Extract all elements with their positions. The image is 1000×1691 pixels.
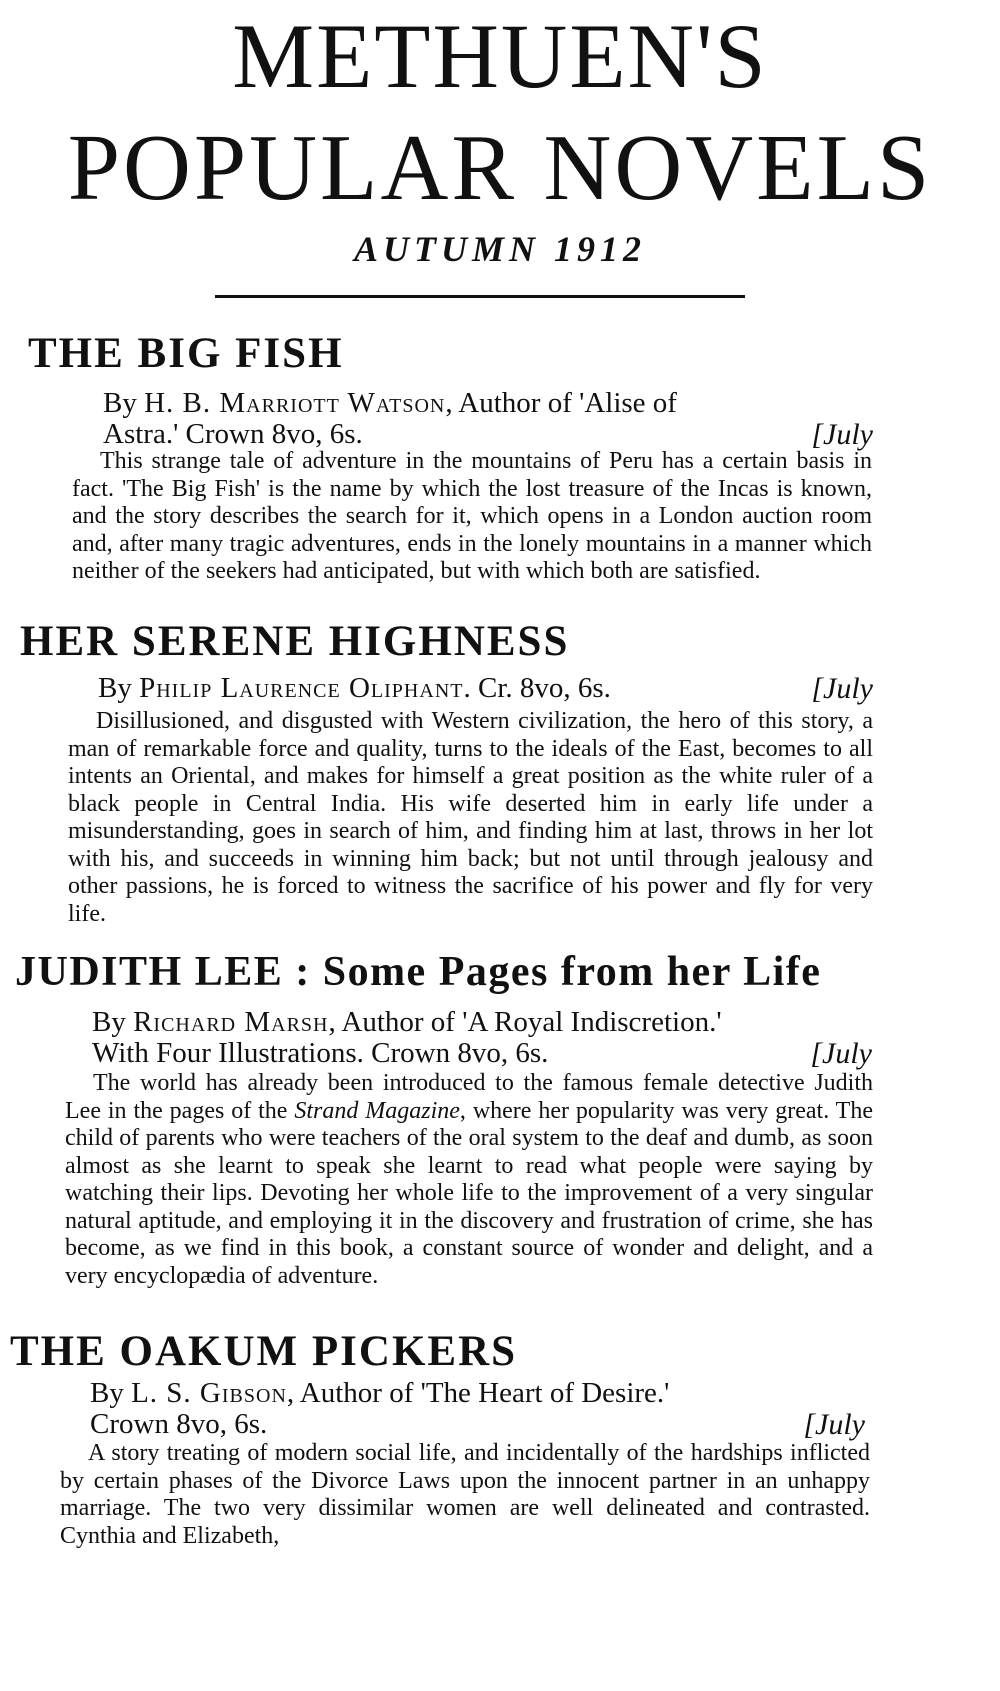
book-title: HER SERENE HIGHNESS [20, 618, 570, 665]
publication-month: [July [811, 672, 873, 705]
publisher-title: METHUEN'S [232, 5, 768, 107]
divider-rule [215, 295, 745, 298]
book-title: THE OAKUM PICKERS [10, 1328, 518, 1375]
byline-by: By [90, 1377, 124, 1409]
byline-format: With Four Illustrations. Crown 8vo, 6s. [92, 1037, 549, 1069]
author-name: L. S. Gibson [131, 1377, 287, 1409]
publication-month: [July [803, 1408, 865, 1441]
author-name: H. B. Marriott Watson [144, 387, 446, 419]
magazine-title: Strand Magazine [294, 1097, 460, 1124]
byline-by: By [103, 387, 137, 419]
byline-rest: , Author of 'A Royal Indiscretion.' [328, 1006, 722, 1038]
description-text: The world has already been introduced to the famous female detective Judith Lee in the pages of the [65, 1070, 873, 1124]
publication-month: [July [811, 418, 873, 451]
book-description: This strange tale of adventure in the mountains of Peru has a certain basis in fact. 'The Big Fish' is the name by which the lost treasure of the Incas is known, and the story describes the search for it, which opens in a London auction room and, after many tragic adventures, ends in the lonely mountains in a manner which neither of the seekers had anticipated, but with which both are satisfied. [72, 448, 872, 584]
publication-month: [July [810, 1037, 872, 1070]
author-name: Richard Marsh [133, 1006, 329, 1038]
byline-format: Astra.' Crown 8vo, 6s. [103, 418, 363, 450]
book-byline [92, 1007, 872, 1069]
byline-rest: . Cr. 8vo, 6s. [463, 672, 611, 704]
book-description: Disillusioned, and disgusted with Western civilization, the hero of this story, a man of remarkable force and quality, turns to the ideals of the East, becomes to all intents an Oriental, and makes for himself a great position as the white ruler of a black people in Central India. His wife deserted him in early life under a misunderstanding, goes in search of him, and finding him at last, throws in her lot with his, and succeeds in winning him back; but not until through jealousy and other passions, he is forced to witness the sacrifice of his power and fly for very life. [68, 708, 873, 927]
catalogue-title: POPULAR NOVELS [67, 116, 933, 220]
book-title: THE BIG FISH [28, 330, 344, 377]
description-text: , where her popularity was very great. The child of parents who were teachers of the oral system to the deaf and dumb, as soon almost as she learnt to speak she learnt to read what people were saying by watching their lips. Devoting her whole life to the improvement of a very singular natural aptitude, and employing it in the discovery and frustration of crime, she has become, as we find in this book, a constant source of wonder and delight, and a very encyclopædia of adventure. [65, 1097, 873, 1289]
byline-rest: , Author of 'The Heart of Desire.' [286, 1377, 670, 1409]
book-byline [103, 388, 873, 450]
book-description [65, 1070, 873, 1290]
byline-rest: , Author of 'Alise of [445, 387, 677, 419]
season-label: AUTUMN 1912 [353, 229, 646, 269]
book-byline [90, 1378, 865, 1440]
byline-by: By [92, 1006, 126, 1038]
book-byline [98, 673, 873, 704]
author-name: Philip Laurence Oliphant [139, 672, 464, 704]
book-title: JUDITH LEE : Some Pages from her Life [15, 949, 822, 995]
byline-by: By [98, 672, 132, 704]
book-description: A story treating of modern social life, and incidentally of the hardships inflicted by certain phases of the Divorce Laws upon the innocent partner in an unhappy marriage. The two very dissimilar women are well delineated and contrasted. Cynthia and Elizabeth, [60, 1440, 870, 1549]
byline-format: Crown 8vo, 6s. [90, 1408, 268, 1440]
